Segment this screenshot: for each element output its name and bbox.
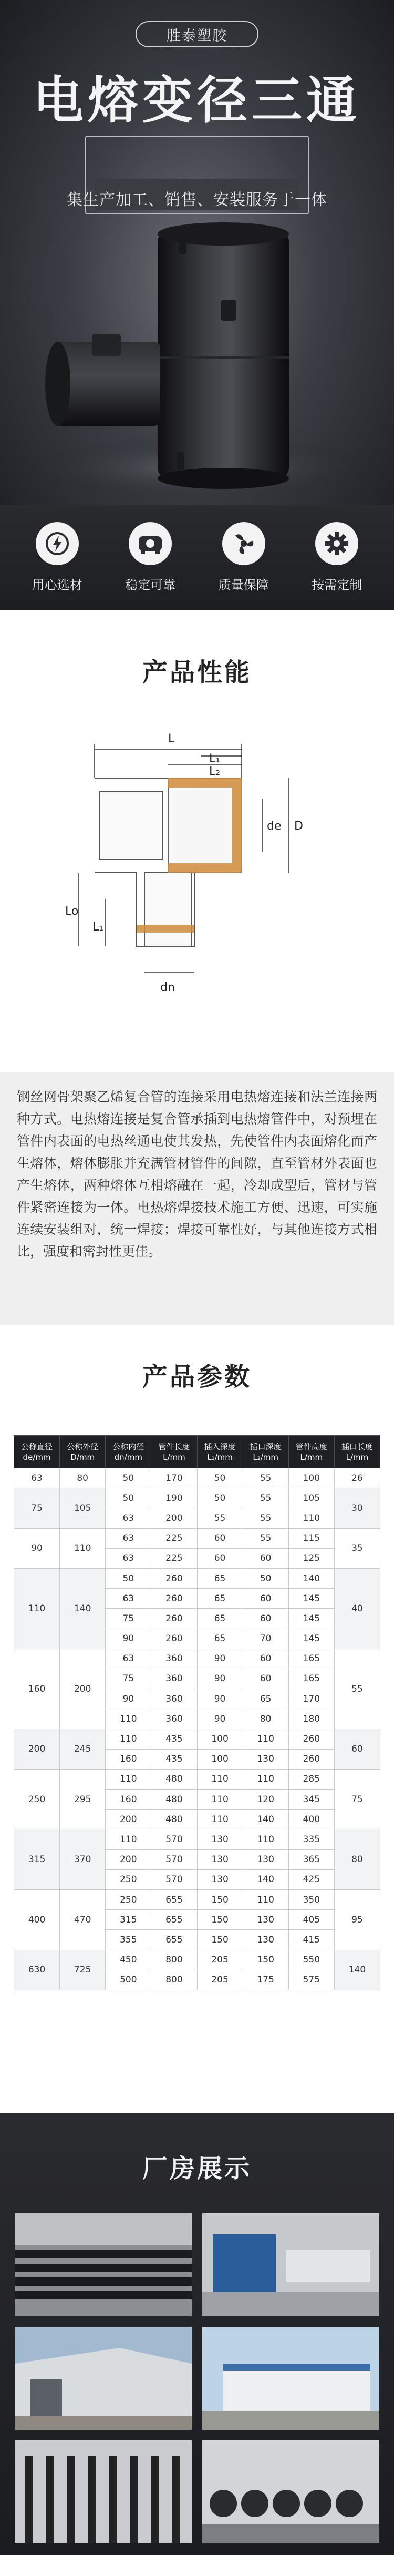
table-cell: 130 xyxy=(243,1930,288,1950)
table-cell: 90 xyxy=(106,1629,151,1649)
table-cell: 370 xyxy=(60,1829,106,1890)
table-cell: 55 xyxy=(243,1508,288,1528)
table-cell: 50 xyxy=(106,1468,151,1488)
table-cell: 570 xyxy=(151,1829,197,1849)
table-cell: 125 xyxy=(288,1548,334,1568)
parameters-section xyxy=(0,1325,394,2113)
table-cell: 110 xyxy=(197,1769,243,1789)
table-cell: 150 xyxy=(197,1889,243,1909)
table-cell: 140 xyxy=(243,1869,288,1889)
table-cell: 60 xyxy=(243,1548,288,1568)
table-cell: 100 xyxy=(197,1729,243,1749)
table-cell: 160 xyxy=(14,1649,60,1729)
table-cell: 50 xyxy=(243,1568,288,1588)
table-cell: 110 xyxy=(106,1709,151,1729)
table-cell: 120 xyxy=(243,1790,288,1810)
feature-item xyxy=(108,522,192,593)
feature-label: 按需定制 xyxy=(312,577,362,592)
table-cell: 435 xyxy=(151,1729,197,1749)
table-cell: 145 xyxy=(288,1629,334,1649)
table-cell: 55 xyxy=(243,1468,288,1488)
table-cell: 110 xyxy=(243,1829,288,1849)
table-cell: 90 xyxy=(197,1689,243,1709)
table-cell: 105 xyxy=(60,1488,106,1528)
table-cell: 110 xyxy=(243,1729,288,1749)
table-cell: 110 xyxy=(14,1568,60,1649)
feature-label: 用心选材 xyxy=(32,577,82,592)
table-header: 管件长度 L/mm xyxy=(151,1436,197,1468)
production-line-photo xyxy=(202,2213,379,2316)
table-cell: 800 xyxy=(151,1970,197,1990)
table-cell: 295 xyxy=(60,1769,106,1829)
table-cell: 110 xyxy=(197,1790,243,1810)
table-cell: 570 xyxy=(151,1869,197,1889)
table-cell: 360 xyxy=(151,1689,197,1709)
table-row xyxy=(14,1769,380,1789)
table-cell: 415 xyxy=(288,1930,334,1950)
table-cell: 55 xyxy=(334,1649,380,1729)
table-cell: 110 xyxy=(288,1508,334,1528)
dim-label-L2: L₂ xyxy=(209,765,221,778)
table-cell: 60 xyxy=(197,1548,243,1568)
performance-section xyxy=(0,610,394,1325)
machine-icon xyxy=(129,522,172,565)
table-cell: 225 xyxy=(151,1528,197,1548)
table-cell: 60 xyxy=(243,1589,288,1609)
table-cell: 655 xyxy=(151,1910,197,1930)
table-cell: 110 xyxy=(243,1769,288,1789)
table-cell: 60 xyxy=(243,1649,288,1669)
table-cell: 70 xyxy=(243,1629,288,1649)
table-cell: 800 xyxy=(151,1950,197,1970)
table-cell: 150 xyxy=(243,1950,288,1970)
table-cell: 105 xyxy=(288,1488,334,1508)
table-cell: 63 xyxy=(106,1548,151,1568)
table-cell: 65 xyxy=(197,1629,243,1649)
table-cell: 405 xyxy=(288,1910,334,1930)
feature-label: 质量保障 xyxy=(218,577,269,592)
table-cell: 160 xyxy=(106,1790,151,1810)
table-cell: 355 xyxy=(106,1930,151,1950)
hero-subtitle: 集生产加工、销售、安装服务于一体 xyxy=(67,191,327,209)
parameter-table xyxy=(14,1435,380,1990)
table-cell: 35 xyxy=(334,1528,380,1568)
table-cell: 360 xyxy=(151,1709,197,1729)
table-row xyxy=(14,1468,380,1488)
table-cell: 160 xyxy=(106,1749,151,1769)
section-title: 产品参数 xyxy=(142,1362,252,1392)
table-cell: 205 xyxy=(197,1970,243,1990)
table-cell: 200 xyxy=(60,1649,106,1729)
table-cell: 260 xyxy=(151,1589,197,1609)
table-cell: 90 xyxy=(197,1649,243,1669)
table-cell: 63 xyxy=(106,1589,151,1609)
table-header: 公称直径 de/mm xyxy=(14,1436,60,1468)
table-cell: 60 xyxy=(243,1669,288,1689)
table-cell: 110 xyxy=(243,1889,288,1909)
table-cell: 60 xyxy=(197,1528,243,1548)
table-cell: 245 xyxy=(60,1729,106,1769)
table-cell: 130 xyxy=(243,1910,288,1930)
table-cell: 550 xyxy=(288,1950,334,1970)
table-cell: 75 xyxy=(106,1669,151,1689)
table-cell: 655 xyxy=(151,1889,197,1909)
table-cell: 140 xyxy=(243,1810,288,1829)
table-cell: 285 xyxy=(288,1769,334,1789)
table-cell: 200 xyxy=(106,1810,151,1829)
table-cell: 50 xyxy=(197,1468,243,1488)
dim-label-de: de xyxy=(267,820,282,833)
table-cell: 140 xyxy=(288,1568,334,1588)
table-cell: 60 xyxy=(334,1729,380,1769)
dim-label-Lo: Lo xyxy=(65,905,79,918)
table-row xyxy=(14,1528,380,1548)
table-cell: 480 xyxy=(151,1810,197,1829)
table-cell: 50 xyxy=(106,1568,151,1588)
table-cell: 205 xyxy=(197,1950,243,1970)
table-cell: 360 xyxy=(151,1649,197,1669)
table-cell: 360 xyxy=(151,1669,197,1689)
table-cell: 335 xyxy=(288,1829,334,1849)
table-cell: 200 xyxy=(14,1729,60,1769)
factory-gallery xyxy=(15,2213,379,2543)
table-cell: 170 xyxy=(151,1468,197,1488)
table-cell: 480 xyxy=(151,1769,197,1789)
table-cell: 65 xyxy=(197,1609,243,1629)
table-cell: 110 xyxy=(106,1829,151,1849)
table-cell: 30 xyxy=(334,1488,380,1528)
table-cell: 130 xyxy=(197,1869,243,1889)
table-cell: 50 xyxy=(106,1488,151,1508)
table-cell: 345 xyxy=(288,1790,334,1810)
dim-label-dn: dn xyxy=(160,981,175,994)
table-cell: 100 xyxy=(197,1749,243,1769)
fan-icon xyxy=(222,522,265,565)
table-cell: 260 xyxy=(288,1729,334,1749)
dim-label-D: D xyxy=(294,820,303,833)
table-header: 公称内径 dn/mm xyxy=(106,1436,151,1468)
dim-label-Lg: L₁ xyxy=(92,921,104,934)
table-cell: 365 xyxy=(288,1849,334,1869)
table-cell: 90 xyxy=(197,1669,243,1689)
performance-description: 钢丝网骨架聚乙烯复合管的连接采用电热熔连接和法兰连接两种方式。电热熔连接是复合管承插到电热熔管件中，对预埋在管件内表面的电热丝通电使其发热，先使管件内表面熔化而产生熔体，熔体膨胀并充满管材管件的间隙，直至管材外表面也产生熔体，两种熔体互相熔融在一起，冷却成型后，管材与管件紧密连接为一体。电热熔焊接技术施工方便、迅速，可实施连续安装组对，统一焊接；焊接可靠性好，与其他连接方式相比，强度和密封性更佳。 xyxy=(17,1089,377,1259)
table-cell: 115 xyxy=(288,1528,334,1548)
table-header: 插口深度 L₂/mm xyxy=(243,1436,288,1468)
table-cell: 75 xyxy=(334,1769,380,1829)
table-cell: 315 xyxy=(106,1910,151,1930)
dim-label-L1: L₁ xyxy=(209,752,221,765)
hero-title: 电熔变径三通 xyxy=(33,71,361,130)
table-cell: 435 xyxy=(151,1749,197,1769)
table-cell: 315 xyxy=(14,1829,60,1890)
feature-label: 稳定可靠 xyxy=(125,577,176,592)
table-cell: 190 xyxy=(151,1488,197,1508)
table-cell: 80 xyxy=(60,1468,106,1488)
table-row xyxy=(14,1829,380,1849)
description-box xyxy=(0,1072,394,1325)
table-cell: 63 xyxy=(14,1468,60,1488)
table-cell: 65 xyxy=(243,1689,288,1709)
feature-strip xyxy=(0,505,394,610)
table-cell: 165 xyxy=(288,1649,334,1669)
table-cell: 130 xyxy=(243,1749,288,1769)
table-cell: 40 xyxy=(334,1568,380,1649)
factory-building-photo xyxy=(15,2327,192,2430)
table-cell: 480 xyxy=(151,1790,197,1810)
table-cell: 450 xyxy=(106,1950,151,1970)
pipe-stack-photo xyxy=(15,2440,192,2543)
table-cell: 90 xyxy=(197,1709,243,1729)
table-row xyxy=(14,1568,380,1588)
table-header: 插入深度 L₁/mm xyxy=(197,1436,243,1468)
table-cell: 570 xyxy=(151,1849,197,1869)
table-cell: 250 xyxy=(14,1769,60,1829)
dimension-diagram xyxy=(63,710,336,1046)
table-cell: 260 xyxy=(151,1629,197,1649)
table-cell: 63 xyxy=(106,1649,151,1669)
table-cell: 470 xyxy=(60,1889,106,1950)
table-row xyxy=(14,1649,380,1669)
table-cell: 75 xyxy=(106,1609,151,1629)
table-cell: 725 xyxy=(60,1950,106,1990)
table-cell: 63 xyxy=(106,1528,151,1548)
table-cell: 110 xyxy=(60,1528,106,1568)
feature-item xyxy=(15,522,99,593)
table-cell: 55 xyxy=(243,1528,288,1548)
table-row xyxy=(14,1729,380,1749)
table-cell: 250 xyxy=(106,1869,151,1889)
table-cell: 130 xyxy=(243,1849,288,1869)
table-cell: 140 xyxy=(334,1950,380,1990)
table-cell: 140 xyxy=(60,1568,106,1649)
table-cell: 225 xyxy=(151,1548,197,1568)
brand-badge: 胜泰塑胶 xyxy=(136,21,258,47)
table-cell: 110 xyxy=(197,1810,243,1829)
table-cell: 260 xyxy=(151,1609,197,1629)
table-cell: 80 xyxy=(243,1709,288,1729)
table-cell: 110 xyxy=(106,1729,151,1749)
table-cell: 63 xyxy=(106,1508,151,1528)
table-cell: 425 xyxy=(288,1869,334,1889)
table-cell: 400 xyxy=(288,1810,334,1829)
table-cell: 95 xyxy=(334,1889,380,1950)
table-cell: 65 xyxy=(197,1589,243,1609)
table-cell: 575 xyxy=(288,1970,334,1990)
gear-icon xyxy=(315,522,358,565)
table-cell: 130 xyxy=(197,1829,243,1849)
table-row xyxy=(14,1950,380,1970)
reducing-tee-product-image xyxy=(0,221,394,505)
table-cell: 260 xyxy=(151,1568,197,1588)
table-cell: 60 xyxy=(243,1609,288,1629)
feature-item xyxy=(202,522,286,593)
table-cell: 150 xyxy=(197,1910,243,1930)
table-cell: 655 xyxy=(151,1930,197,1950)
table-header: 插口长度 L/mm xyxy=(334,1436,380,1468)
factory-yard-photo xyxy=(202,2327,379,2430)
table-cell: 145 xyxy=(288,1589,334,1609)
table-cell: 145 xyxy=(288,1609,334,1629)
table-row xyxy=(14,1889,380,1909)
table-header: 管件高度 L/mm xyxy=(288,1436,334,1468)
table-row xyxy=(14,1488,380,1508)
table-cell: 75 xyxy=(14,1488,60,1528)
table-cell: 55 xyxy=(243,1488,288,1508)
table-cell: 150 xyxy=(197,1930,243,1950)
table-cell: 130 xyxy=(197,1849,243,1869)
table-cell: 100 xyxy=(288,1468,334,1488)
table-cell: 630 xyxy=(14,1950,60,1990)
table-cell: 180 xyxy=(288,1709,334,1729)
table-cell: 350 xyxy=(288,1889,334,1909)
table-cell: 165 xyxy=(288,1669,334,1689)
table-cell: 200 xyxy=(151,1508,197,1528)
section-title: 产品性能 xyxy=(142,658,252,687)
table-cell: 260 xyxy=(288,1749,334,1769)
table-cell: 500 xyxy=(106,1970,151,1990)
table-header: 公称外径 D/mm xyxy=(60,1436,106,1468)
table-cell: 110 xyxy=(106,1769,151,1789)
table-cell: 400 xyxy=(14,1889,60,1950)
table-cell: 175 xyxy=(243,1970,288,1990)
lightning-icon xyxy=(36,522,79,565)
section-title: 厂房展示 xyxy=(142,2154,252,2183)
table-cell: 170 xyxy=(288,1689,334,1709)
dim-label-L: L xyxy=(168,732,175,745)
feature-item xyxy=(295,522,379,593)
table-cell: 250 xyxy=(106,1889,151,1909)
table-cell: 90 xyxy=(106,1689,151,1709)
extrusion-hall-photo xyxy=(202,2440,379,2543)
table-cell: 26 xyxy=(334,1468,380,1488)
table-cell: 65 xyxy=(197,1568,243,1588)
table-cell: 80 xyxy=(334,1829,380,1890)
hero-banner xyxy=(0,0,394,505)
table-cell: 50 xyxy=(197,1488,243,1508)
table-cell: 200 xyxy=(106,1849,151,1869)
pipe-warehouse-photo xyxy=(15,2213,192,2316)
factory-section xyxy=(0,2113,394,2555)
table-cell: 55 xyxy=(197,1508,243,1528)
table-cell: 90 xyxy=(14,1528,60,1568)
